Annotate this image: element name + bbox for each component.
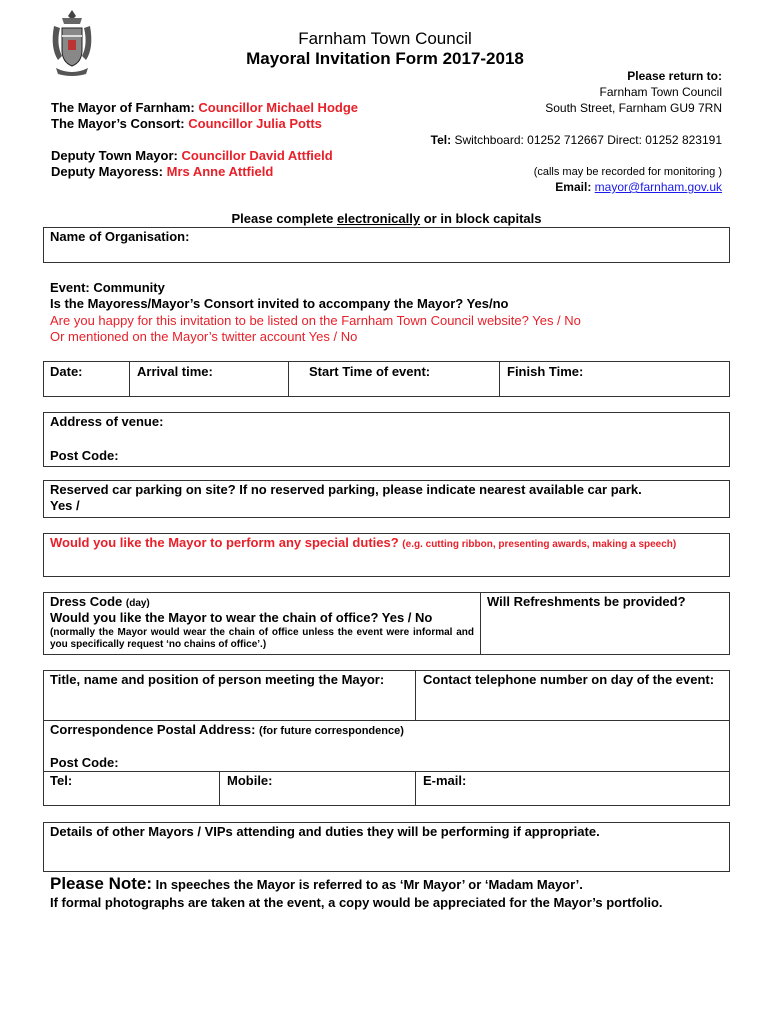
- date-field[interactable]: [44, 380, 128, 396]
- deputy-mayor-line: [51, 148, 333, 164]
- mayoress-name: Mrs Anne Attfield: [166, 164, 274, 179]
- consort-line: [51, 116, 322, 132]
- return-heading: Please return to:: [627, 69, 722, 83]
- deputy-label: Deputy Town Mayor:: [51, 148, 178, 163]
- special-duties-line: [50, 535, 676, 553]
- correspondence-postcode-label: Post Code:: [50, 755, 119, 770]
- email-field-label: E-mail:: [423, 773, 467, 788]
- event-line: Event: Community: [50, 280, 165, 295]
- email-field[interactable]: [416, 789, 729, 805]
- arrival-field[interactable]: [130, 380, 287, 396]
- dress-code-day: (day): [125, 598, 150, 609]
- start-field[interactable]: [289, 380, 498, 396]
- note-label: Please Note:: [50, 874, 153, 893]
- instruction-before: Please complete: [231, 211, 337, 226]
- venue-postcode-label: Post Code:: [50, 448, 119, 463]
- mayor-name: Councillor Michael Hodge: [198, 100, 358, 115]
- mayoress-label: Deputy Mayoress:: [51, 164, 163, 179]
- finish-label: Finish Time:: [507, 364, 584, 379]
- instruction-after: or in block capitals: [420, 211, 542, 226]
- consort-question: Is the Mayoress/Mayor’s Consort invited to accompany the Mayor? Yes/no: [50, 296, 509, 311]
- correspondence-note: (for future correspondence): [259, 725, 404, 737]
- finish-field[interactable]: [500, 380, 729, 396]
- parking-answer: Yes /: [50, 498, 80, 513]
- completion-instruction: [43, 211, 730, 227]
- correspondence-label: Correspondence Postal Address:: [50, 722, 256, 737]
- tel-value: Switchboard: 01252 712667 Direct: 01252 823191: [454, 133, 722, 147]
- duties-examples: (e.g. cutting ribbon, presenting awards, making a speech): [402, 539, 677, 550]
- chain-question: Would you like the Mayor to wear the chain of office? Yes / No: [50, 610, 433, 625]
- monitoring-note: (calls may be recorded for monitoring ): [533, 166, 722, 178]
- date-label: Date:: [50, 364, 83, 379]
- return-email: [440, 180, 722, 195]
- return-line2: South Street, Farnham GU9 7RN: [545, 101, 722, 115]
- mayor-label: The Mayor of Farnham:: [51, 100, 195, 115]
- website-question: Are you happy for this invitation to be listed on the Farnham Town Council website? Yes / No: [50, 313, 581, 328]
- contact-phone-label: Contact telephone number on day of the event:: [423, 672, 715, 687]
- return-line1: Farnham Town Council: [599, 85, 722, 99]
- photo-note: If formal photographs are taken at the event, a copy would be appreciated for the Mayor’s portfolio.: [50, 895, 663, 910]
- mobile-field[interactable]: [220, 789, 414, 805]
- arrival-label: Arrival time:: [137, 364, 213, 379]
- start-label: Start Time of event:: [309, 364, 431, 379]
- council-email-link[interactable]: mayor@farnham.gov.uk: [594, 180, 722, 194]
- correspondence-field[interactable]: [44, 740, 729, 754]
- mobile-label: Mobile:: [227, 773, 273, 788]
- consort-label: The Mayor’s Consort:: [51, 116, 185, 131]
- refreshments-field[interactable]: [481, 612, 729, 654]
- instruction-underlined: electronically: [337, 211, 421, 226]
- divider: [43, 771, 730, 772]
- twitter-question: Or mentioned on the Mayor’s twitter account Yes / No: [50, 329, 358, 344]
- chain-note: (normally the Mayor would wear the chain of office unless the event were informal and you specifically request ‘no chains of office’.): [50, 627, 474, 650]
- tel-label: Tel:: [430, 133, 452, 147]
- meeting-person-field[interactable]: [44, 690, 414, 719]
- organisation-label: Name of Organisation:: [50, 229, 190, 244]
- mayor-line: [51, 100, 358, 116]
- divider: [43, 720, 730, 721]
- divider: [415, 670, 416, 720]
- email-label: Email:: [555, 180, 592, 194]
- consort-name: Councillor Julia Potts: [188, 116, 322, 131]
- refreshments-label: Will Refreshments be provided?: [487, 594, 686, 609]
- duties-question: Would you like the Mayor to perform any special duties?: [50, 535, 399, 550]
- dress-code-label: Dress Code: [50, 594, 123, 609]
- tel-field-label: Tel:: [50, 773, 73, 788]
- meeting-person-label: Title, name and position of person meeting the Mayor:: [50, 672, 385, 687]
- correspondence-line: [50, 722, 404, 739]
- parking-question: Reserved car parking on site? If no reserved parking, please indicate nearest available car park.: [50, 482, 642, 497]
- tel-field[interactable]: [44, 789, 218, 805]
- return-telephone: [380, 133, 722, 148]
- vips-label: Details of other Mayors / VIPs attending and duties they will be performing if appropriate.: [50, 824, 600, 839]
- deputy-name: Councillor David Attfield: [181, 148, 333, 163]
- council-name: Farnham Town Council: [298, 29, 472, 48]
- mayoress-line: [51, 164, 273, 180]
- note-text: In speeches the Mayor is referred to as ‘Mr Mayor’ or ‘Madam Mayor’.: [152, 877, 583, 892]
- please-note-line: [50, 874, 583, 895]
- form-title: Mayoral Invitation Form 2017-2018: [246, 49, 524, 68]
- venue-label: Address of venue:: [50, 414, 164, 429]
- council-crest-logo: [48, 8, 96, 78]
